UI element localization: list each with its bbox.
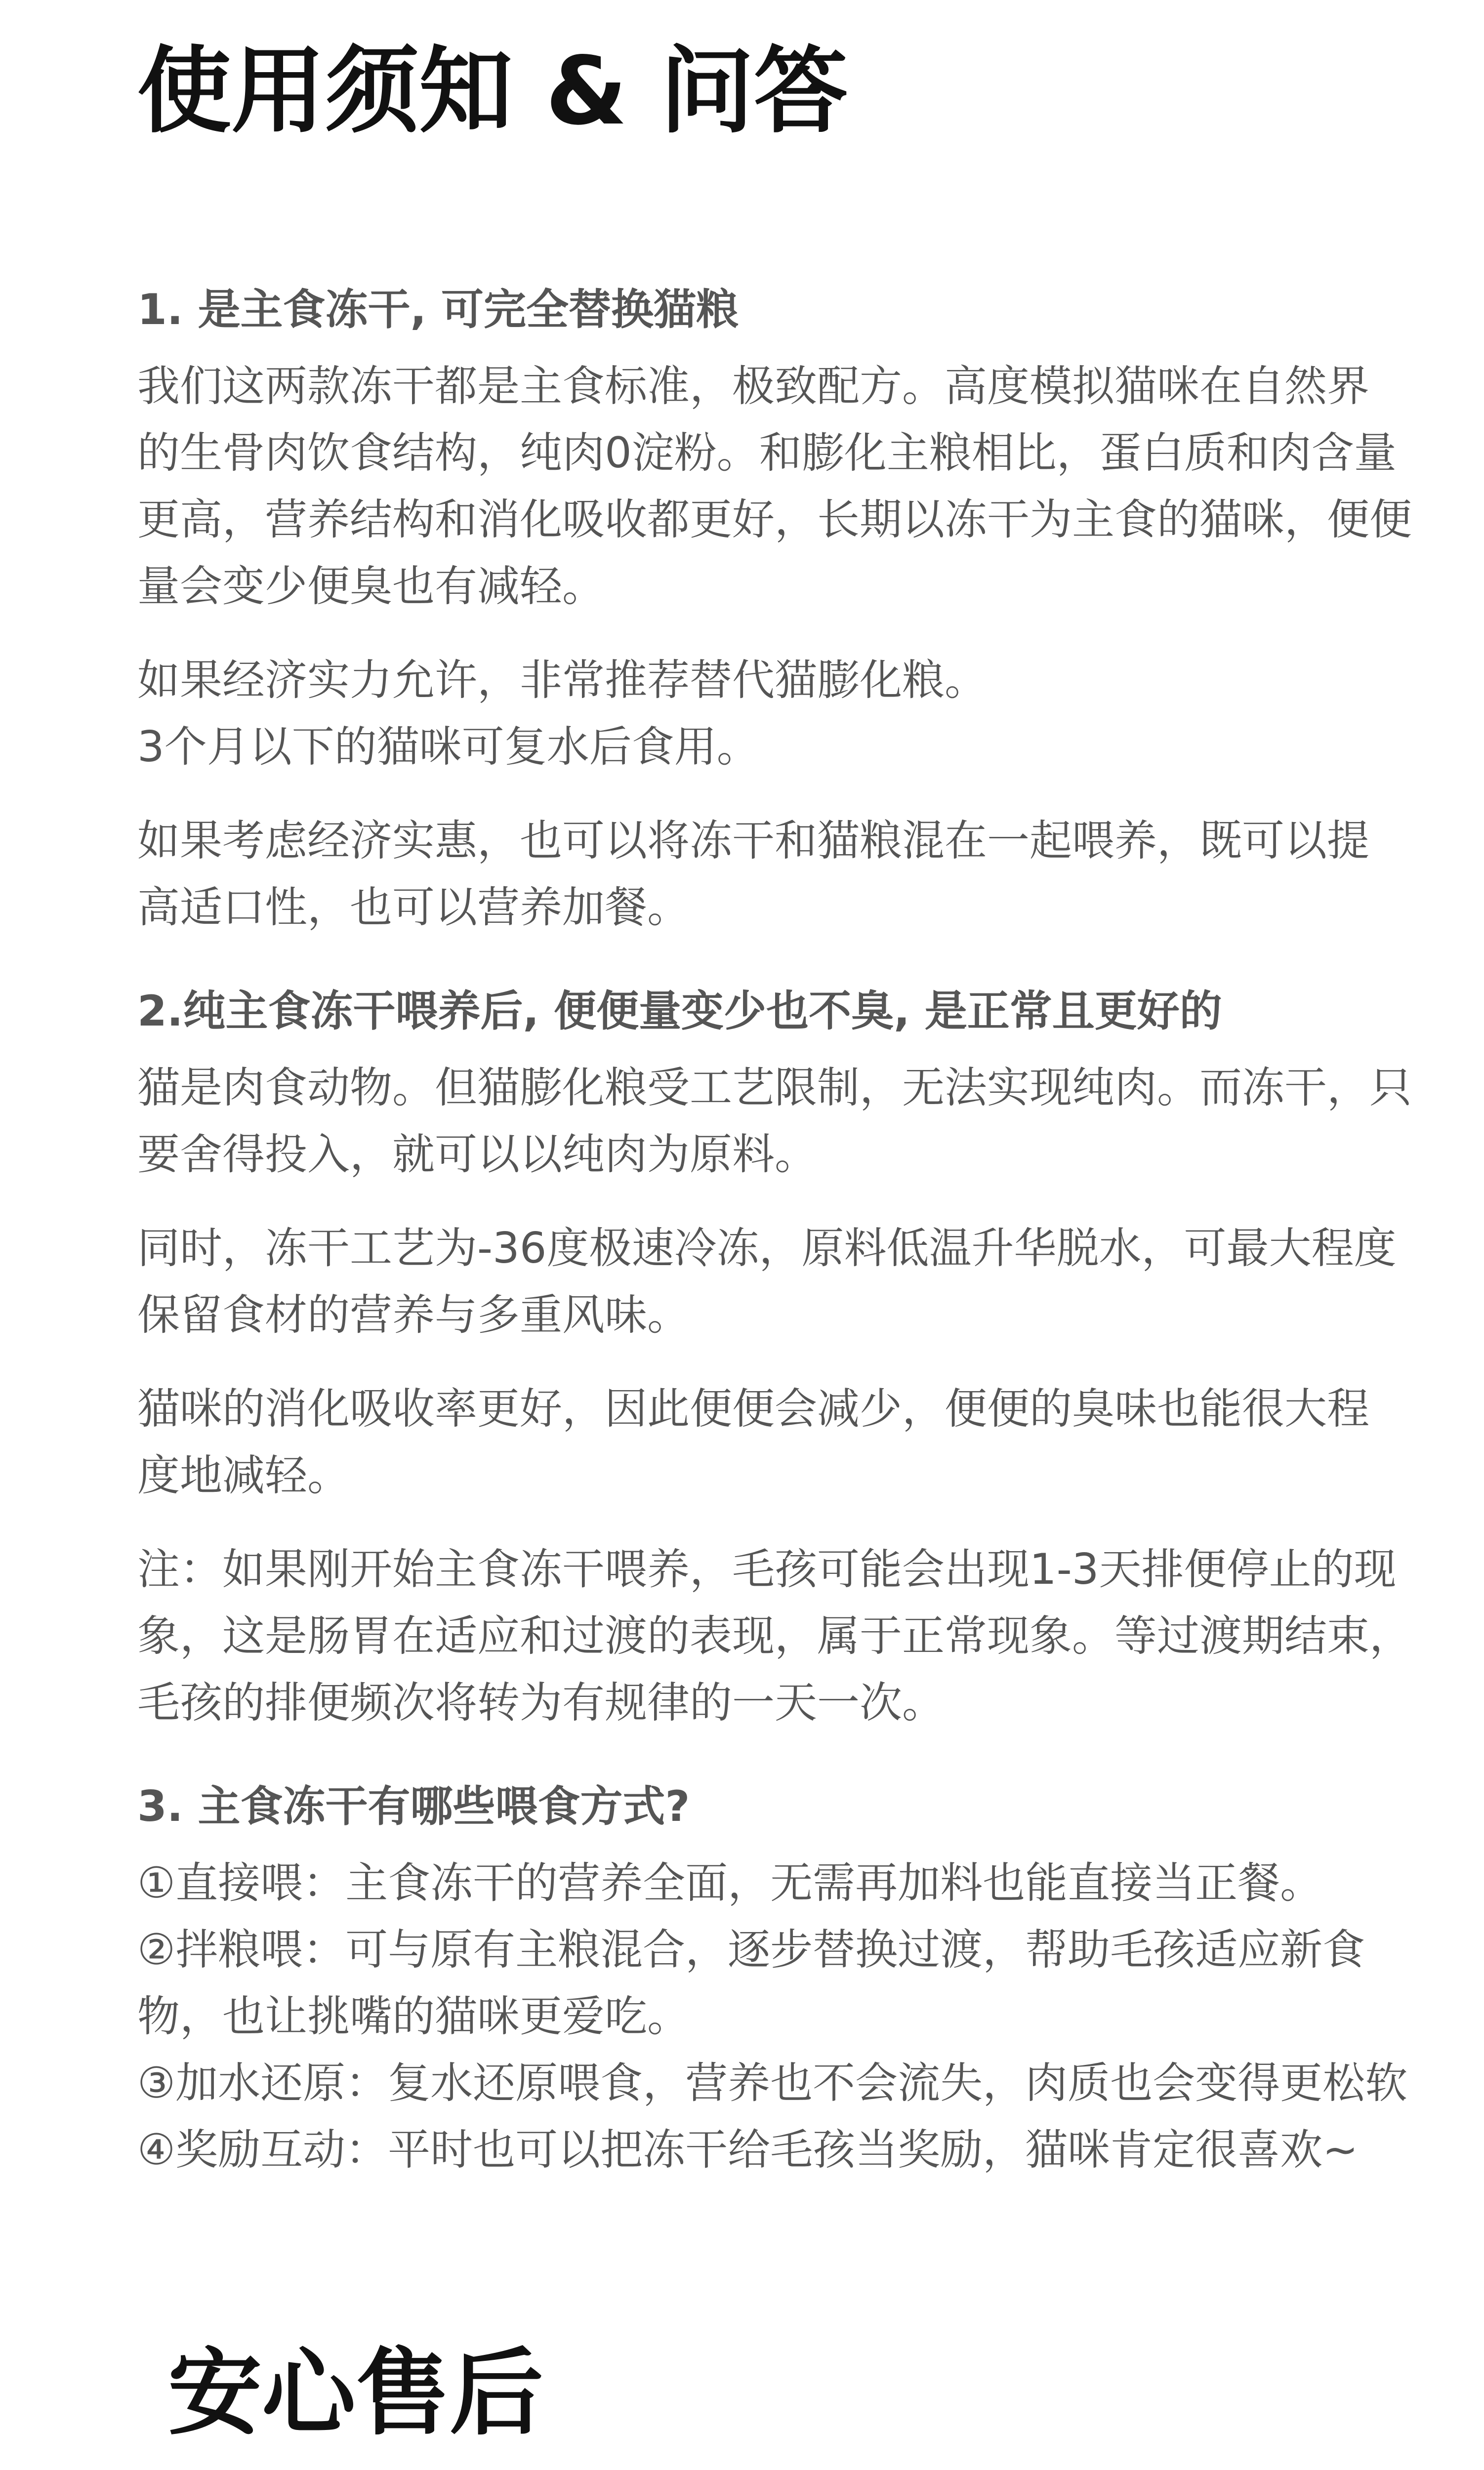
answer-line: 我们这两款冻干都是主食标准，极致配方。高度模拟猫咪在自然界	[137, 362, 1369, 411]
page-title: 使用须知 & 问答	[137, 37, 848, 146]
answer-line: 象，这是肠胃在适应和过渡的表现，属于正常现象。等过渡期结束，	[137, 1611, 1412, 1661]
answer-paragraph	[137, 647, 1382, 781]
answer-line: ②拌粮喂：可与原有主粮混合，逐步替换过渡，帮助毛孩适应新食	[137, 1925, 1365, 1975]
answer-line: 量会变少便臭也有减轻。	[137, 562, 605, 611]
answer-line: 毛孩的排便频次将转为有规律的一天一次。	[137, 1678, 945, 1728]
answer-line: 猫咪的消化吸收率更好，因此便便会减少，便便的臭味也能很大程	[137, 1384, 1369, 1434]
answer-line: 如果考虑经济实惠，也可以将冻干和猫粮混在一起喂养，既可以提	[137, 816, 1369, 865]
after-sales-title: 安心售后	[168, 2339, 544, 2448]
answer-line: ④奖励互动：平时也可以把冻干给毛孩当奖励，猫咪肯定很喜欢~	[137, 2125, 1359, 2175]
answer-line: 注：如果刚开始主食冻干喂养，毛孩可能会出现1-3天排便停止的现	[137, 1545, 1397, 1594]
answer-line: 猫是肉食动物。但猫膨化粮受工艺限制，无法实现纯肉。而冻干，只	[137, 1063, 1412, 1112]
answer-paragraph	[137, 808, 1382, 941]
answer-line: 同时，冻干工艺为-36度极速冷冻，原料低温升华脱水，可最大程度	[137, 1224, 1397, 1273]
answer-paragraph	[137, 1215, 1397, 1349]
answer-line: 如果经济实力允许，非常推荐替代猫膨化粮。	[137, 656, 987, 705]
answer-paragraph	[137, 1055, 1412, 1188]
answer-line: 高适口性，也可以营养加餐。	[137, 883, 690, 932]
answer-line: 更高，营养结构和消化吸收都更好，长期以冻干为主食的猫咪，便便	[137, 495, 1412, 544]
answer-line: ③加水还原：复水还原喂食，营养也不会流失，肉质也会变得更松软	[137, 2058, 1408, 2108]
answer-line: ①直接喂：主食冻干的营养全面，无需再加料也能直接当正餐。	[137, 1858, 1323, 1908]
answer-line: 保留食材的营养与多重风味。	[137, 1290, 690, 1340]
answer-paragraph	[137, 1850, 1408, 2183]
qa-section	[137, 277, 1412, 2183]
answer-line: 3个月以下的猫咪可复水后食用。	[137, 722, 759, 772]
answer-line: 度地减轻。	[137, 1451, 350, 1500]
answer-line: 的生骨肉饮食结构，纯肉0淀粉。和膨化主粮相比，蛋白质和肉含量	[137, 428, 1397, 478]
question-title-2: 2.纯主食冻干喂养后, 便便量变少也不臭, 是正常且更好的	[137, 987, 1222, 1036]
answer-paragraph	[137, 353, 1412, 620]
answer-line: 物，也让挑嘴的猫咪更爱吃。	[137, 1992, 690, 2041]
answer-paragraph	[137, 1376, 1382, 1509]
question-title-3: 3. 主食冻干有哪些喂食方式?	[137, 1782, 690, 1831]
answer-line: 要舍得投入，就可以以纯肉为原料。	[137, 1130, 817, 1179]
question-title-1: 1. 是主食冻干, 可完全替换猫粮	[137, 285, 739, 334]
answer-paragraph	[137, 1536, 1412, 1736]
